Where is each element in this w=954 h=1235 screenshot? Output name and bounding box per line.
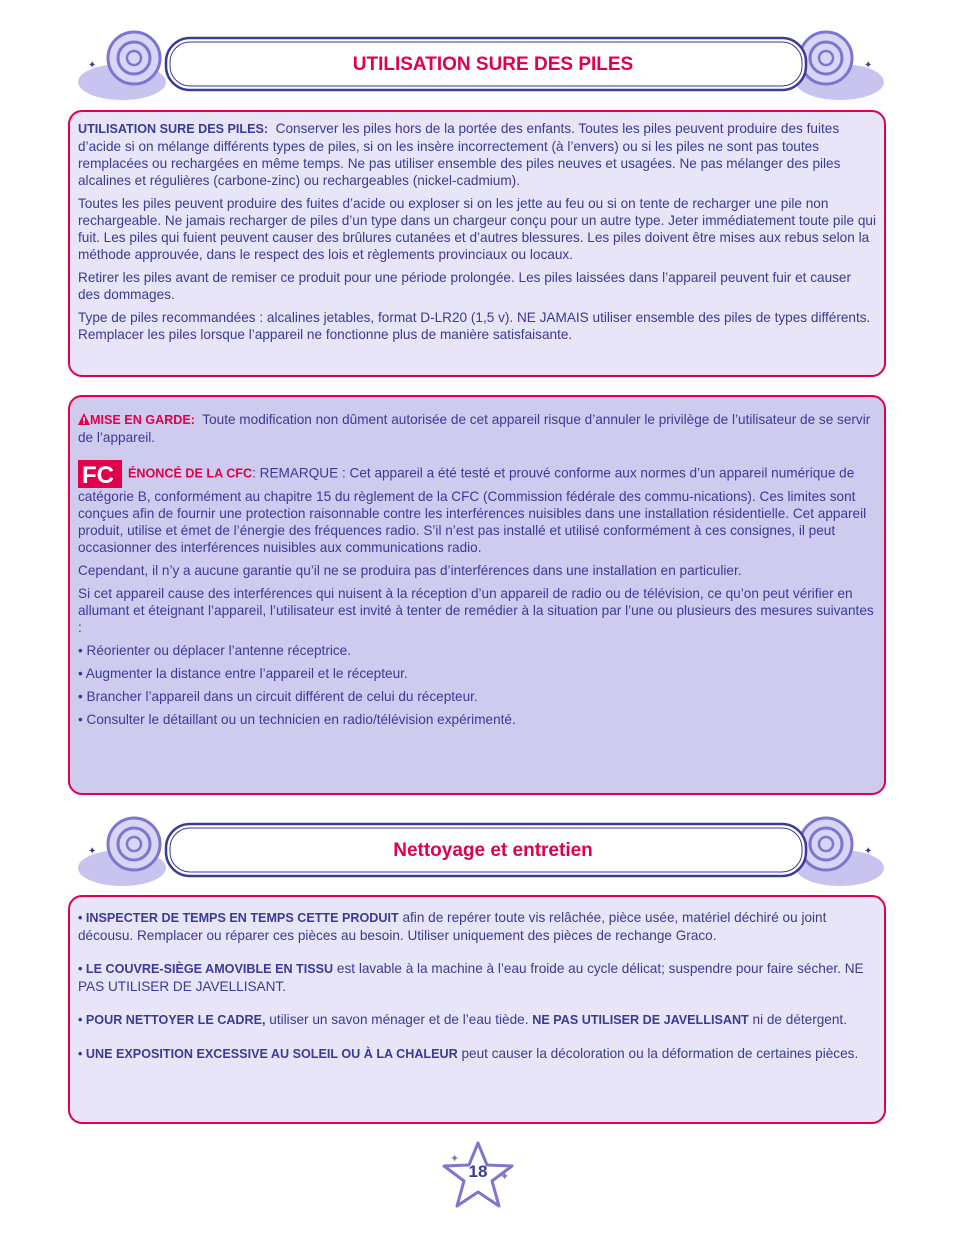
paragraph: Toutes les piles peuvent produire des fuites d’acide ou exploser si on les jette au feu ou si on tente de recharger une pile non rechargeable. Ne jamais recharger de piles d’un type dans un chargeur conçu pour un autre type. Jeter immédiatement toute pile qui fuit. Les piles qui fuient peuvent causer des brûlures cutanées et d’autres blessures. Les piles doivent être mises aux rebus selon la méthode approuvée, dans le respect des lois et règlements provinciaux ou locaux. <box>78 196 876 262</box>
warning-label: MISE EN GARDE: <box>90 413 195 427</box>
warning-paragraph <box>78 411 876 446</box>
fcc-text: : REMARQUE : Cet appareil a été testé et prouvé conforme aux normes d’un appareil numérique de catégorie B, conformément au chapitre 15 du règlement de la CFC (Commission fédérale des commu-nications). Ces limites sont conçues afin de fournir une protection raisonnable contre les interférences nuisibles dans une installation résidentielle. Cet appareil produit, utilise et émet de l’énergie des fréquences radio. S’il n’est pas installé et utilisé conformément à ces consignes, il peut occasionner des interférences nuisibles aux communications radio. <box>78 465 867 555</box>
section-banner-piles <box>70 30 886 100</box>
warning-text: Toute modification non dûment autorisée de cet appareil risque d’annuler le privilège de l’utilisateur de se servir de l’appareil. <box>78 412 871 445</box>
item-text: afin de repérer toute vis relâchée, pièce usée, matériel déchiré ou joint décousu. Remplacer ou réparer ces pièces au besoin. Utiliser uniquement des pièces de rechange Graco. <box>78 910 827 943</box>
list-item <box>78 909 876 944</box>
item-label: NE PAS UTILISER DE JAVELLISANT <box>532 1013 749 1027</box>
warning-triangle-icon <box>78 413 90 425</box>
paragraph-text: Conserver les piles hors de la portée des enfants. Toutes les piles peuvent produire des fuites d’acide si on mélange différents types de piles, si on les insère incorrectement (à l’envers) ou si les piles ne sont pas toutes remplacées ou rechargées en même temps. Ne pas utiliser ensemble des piles neuves et usagées. Ne pas mélanger des piles alcalines et régulières (carbone-zinc) ou rechargeables (nickel-cadmium). <box>78 121 841 188</box>
fcc-logo-icon <box>78 460 122 488</box>
svg-text:✦: ✦ <box>864 846 873 857</box>
section-banner-entretien <box>70 816 886 886</box>
paragraph <box>78 120 876 189</box>
item-text: est lavable à la machine à l’eau froide au cycle délicat; suspendre pour faire sécher. NE PAS UTILISER DE JAVELLISANT. <box>78 961 864 994</box>
item-text: utiliser un savon ménager et de l’eau tiède. <box>265 1012 533 1027</box>
section-title: UTILISATION SURE DES PILES <box>352 54 634 75</box>
list-item <box>78 960 876 995</box>
svg-text:✦: ✦ <box>500 1171 510 1183</box>
item-label: • INSPECTER DE TEMPS EN TEMPS CETTE PRODUIT <box>78 911 399 925</box>
fcc-label: ÉNONCÉ DE LA CFC <box>128 466 253 481</box>
item-text: ni de détergent. <box>748 1012 847 1027</box>
page-number: 18 <box>468 1162 488 1181</box>
fcc-paragraph <box>78 460 876 556</box>
warning-fcc-panel <box>68 395 886 795</box>
item-label: • LE COUVRE-SIÈGE AMOVIBLE EN TISSU <box>78 962 334 976</box>
bullet-item: • Brancher l’appareil dans un circuit différent de celui du récepteur. <box>78 689 478 704</box>
bullet-item: • Augmenter la distance entre l’appareil et le récepteur. <box>78 666 408 681</box>
page-number-star <box>440 1140 516 1210</box>
svg-text:FC: FC <box>82 462 114 488</box>
paragraph: Type de piles recommandées : alcalines jetables, format D-LR20 (1,5 v). NE JAMAIS utiliser ensemble des piles de types différents. Remplacer les piles lorsque l’appareil ne fonctionne plus de manière satisfaisante. <box>78 310 871 342</box>
paragraph: Si cet appareil cause des interférences qui nuisent à la réception d’un appareil de radio ou de télévision, ce qu’on peut vérifier en allumant et éteignant l’appareil, l’utilisateur est invité à tenter de remédier à la situation par l’une ou plusieurs des mesures suivantes : <box>78 586 874 635</box>
cleaning-panel <box>68 895 886 1124</box>
list-item <box>78 1045 876 1063</box>
section-title: Nettoyage et entretien <box>393 840 593 861</box>
battery-safety-panel <box>68 110 886 377</box>
item-text: peut causer la décoloration ou la déformation de certaines pièces. <box>457 1046 859 1061</box>
lead-label: UTILISATION SURE DES PILES: <box>78 122 269 136</box>
svg-text:✦: ✦ <box>864 60 873 71</box>
bullet-item: • Réorienter ou déplacer l’antenne réceptrice. <box>78 643 352 658</box>
list-item <box>78 1011 876 1029</box>
svg-text:✦: ✦ <box>88 60 97 71</box>
item-label: • UNE EXPOSITION EXCESSIVE AU SOLEIL OU À LA CHALEUR <box>78 1047 458 1061</box>
svg-text:✦: ✦ <box>450 1153 460 1165</box>
bullet-item: • Consulter le détaillant ou un technicien en radio/télévision expérimenté. <box>78 712 516 727</box>
paragraph: Cependant, il n’y a aucune garantie qu’il ne se produira pas d’interférences dans une installation en particulier. <box>78 563 742 578</box>
svg-text:✦: ✦ <box>88 846 97 857</box>
paragraph: Retirer les piles avant de remiser ce produit pour une période prolongée. Les piles laissées dans l’appareil peuvent fuir et causer des dommages. <box>78 270 852 302</box>
item-label: • POUR NETTOYER LE CADRE, <box>78 1013 266 1027</box>
